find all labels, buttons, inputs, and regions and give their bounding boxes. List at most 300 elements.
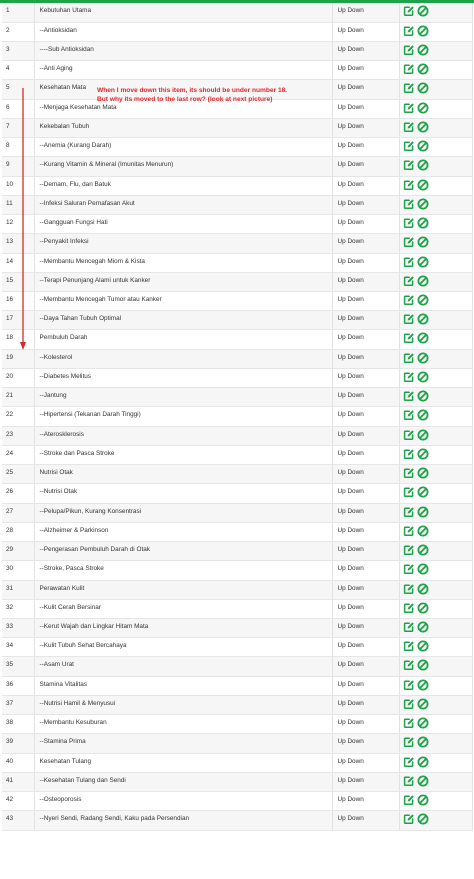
ban-icon[interactable] xyxy=(417,256,429,268)
table-row xyxy=(2,234,472,253)
row-actions xyxy=(399,580,472,599)
row-actions xyxy=(399,388,472,407)
up-down-controls[interactable]: Up Down xyxy=(332,61,399,80)
ban-icon[interactable] xyxy=(417,371,429,383)
ban-icon[interactable] xyxy=(417,236,429,248)
row-number: 2 xyxy=(2,22,34,41)
up-down-controls[interactable]: Up Down xyxy=(332,272,399,291)
row-number: 5 xyxy=(2,80,34,99)
category-name: --Kulit Cerah Bersinar xyxy=(34,599,332,618)
category-name: --Nutrisi Hamil & Menyusui xyxy=(34,695,332,714)
table-row xyxy=(2,61,472,80)
edit-icon[interactable] xyxy=(403,813,415,825)
table-row xyxy=(2,388,472,407)
ban-icon[interactable] xyxy=(417,198,429,210)
edit-icon[interactable] xyxy=(403,332,415,344)
category-name: --Menjaga Kesehatan Mata xyxy=(34,99,332,118)
category-name: Kesehatan Tulang xyxy=(34,753,332,772)
row-number: 27 xyxy=(2,503,34,522)
row-actions xyxy=(399,407,472,426)
edit-icon[interactable] xyxy=(403,409,415,421)
ban-icon[interactable] xyxy=(417,429,429,441)
row-actions xyxy=(399,292,472,311)
row-number: 32 xyxy=(2,599,34,618)
ban-icon[interactable] xyxy=(417,313,429,325)
row-actions xyxy=(399,99,472,118)
row-actions xyxy=(399,695,472,714)
ban-icon[interactable] xyxy=(417,121,429,133)
table-row xyxy=(2,195,472,214)
up-down-controls[interactable]: Up Down xyxy=(332,157,399,176)
category-name: --Stamina Prima xyxy=(34,734,332,753)
row-number: 4 xyxy=(2,61,34,80)
table-row xyxy=(2,3,472,22)
row-number: 33 xyxy=(2,619,34,638)
up-down-controls[interactable]: Up Down xyxy=(332,311,399,330)
category-name: --Osteoporosis xyxy=(34,792,332,811)
category-name: Pembuluh Darah xyxy=(34,330,332,349)
table-row xyxy=(2,330,472,349)
category-name: --Nyeri Sendi, Radang Sendi, Kaku pada Persendian xyxy=(34,811,332,830)
edit-icon[interactable] xyxy=(403,640,415,652)
category-name: --Antioksidan xyxy=(34,22,332,41)
ban-icon[interactable] xyxy=(417,179,429,191)
category-name: --Penyakit Infeksi xyxy=(34,234,332,253)
edit-icon[interactable] xyxy=(403,794,415,806)
table-row xyxy=(2,676,472,695)
row-actions xyxy=(399,753,472,772)
edit-icon[interactable] xyxy=(403,544,415,556)
row-actions xyxy=(399,195,472,214)
category-name: ----Sub Antioksidan xyxy=(34,41,332,60)
category-name: --Kolesterol xyxy=(34,349,332,368)
table-row xyxy=(2,619,472,638)
category-name: --Kulit Tubuh Sehat Bercahaya xyxy=(34,638,332,657)
ban-icon[interactable] xyxy=(417,140,429,152)
edit-icon[interactable] xyxy=(403,563,415,575)
table-row xyxy=(2,638,472,657)
row-number: 7 xyxy=(2,118,34,137)
edit-icon[interactable] xyxy=(403,236,415,248)
row-number: 37 xyxy=(2,695,34,714)
table-row xyxy=(2,580,472,599)
edit-icon[interactable] xyxy=(403,121,415,133)
row-actions xyxy=(399,484,472,503)
up-down-controls[interactable]: Up Down xyxy=(332,330,399,349)
edit-icon[interactable] xyxy=(403,179,415,191)
category-name: --Infeksi Saluran Pernafasan Akut xyxy=(34,195,332,214)
up-down-controls[interactable]: Up Down xyxy=(332,22,399,41)
edit-icon[interactable] xyxy=(403,63,415,75)
category-name: Perawatan Kulit xyxy=(34,580,332,599)
row-number: 36 xyxy=(2,676,34,695)
up-down-controls[interactable]: Up Down xyxy=(332,349,399,368)
up-down-controls[interactable]: Up Down xyxy=(332,619,399,638)
row-number: 23 xyxy=(2,426,34,445)
edit-icon[interactable] xyxy=(403,756,415,768)
ban-icon[interactable] xyxy=(417,698,429,710)
edit-icon[interactable] xyxy=(403,5,415,17)
row-actions xyxy=(399,619,472,638)
ban-icon[interactable] xyxy=(417,82,429,94)
up-down-controls[interactable]: Up Down xyxy=(332,215,399,234)
row-actions xyxy=(399,522,472,541)
row-actions xyxy=(399,734,472,753)
ban-icon[interactable] xyxy=(417,275,429,287)
category-name: --Pelupa/Pikun, Kurang Konsentrasi xyxy=(34,503,332,522)
category-name: --Membantu Mencegah Tumor atau Kanker xyxy=(34,292,332,311)
row-actions xyxy=(399,3,472,22)
table-row xyxy=(2,715,472,734)
table-row xyxy=(2,253,472,272)
ban-icon[interactable] xyxy=(417,294,429,306)
ban-icon[interactable] xyxy=(417,544,429,556)
table-row xyxy=(2,522,472,541)
row-number: 21 xyxy=(2,388,34,407)
edit-icon[interactable] xyxy=(403,82,415,94)
edit-icon[interactable] xyxy=(403,198,415,210)
ban-icon[interactable] xyxy=(417,775,429,787)
up-down-controls[interactable]: Up Down xyxy=(332,80,399,99)
table-row xyxy=(2,772,472,791)
row-number: 11 xyxy=(2,195,34,214)
annotation-line-1: When I move down this item, its should be under number 18. xyxy=(97,87,288,94)
up-down-controls[interactable]: Up Down xyxy=(332,542,399,561)
ban-icon[interactable] xyxy=(417,640,429,652)
up-down-controls[interactable]: Up Down xyxy=(332,753,399,772)
up-down-controls[interactable]: Up Down xyxy=(332,465,399,484)
move-arrow xyxy=(19,88,27,352)
edit-icon[interactable] xyxy=(403,486,415,498)
row-actions xyxy=(399,792,472,811)
table-row xyxy=(2,407,472,426)
table-row xyxy=(2,118,472,137)
up-down-controls[interactable]: Up Down xyxy=(332,253,399,272)
ban-icon[interactable] xyxy=(417,602,429,614)
table-row xyxy=(2,465,472,484)
edit-icon[interactable] xyxy=(403,294,415,306)
table-row xyxy=(2,503,472,522)
up-down-controls[interactable]: Up Down xyxy=(332,561,399,580)
ban-icon[interactable] xyxy=(417,813,429,825)
category-name: --Jantung xyxy=(34,388,332,407)
row-actions xyxy=(399,676,472,695)
table-row xyxy=(2,811,472,830)
edit-icon[interactable] xyxy=(403,371,415,383)
edit-icon[interactable] xyxy=(403,717,415,729)
row-number: 28 xyxy=(2,522,34,541)
up-down-controls[interactable]: Up Down xyxy=(332,426,399,445)
ban-icon[interactable] xyxy=(417,332,429,344)
table-row xyxy=(2,561,472,580)
edit-icon[interactable] xyxy=(403,256,415,268)
row-actions xyxy=(399,503,472,522)
category-name: --Kerut Wajah dan Lingkar Hitam Mata xyxy=(34,619,332,638)
edit-icon[interactable] xyxy=(403,659,415,671)
table-row xyxy=(2,792,472,811)
ban-icon[interactable] xyxy=(417,467,429,479)
category-name: --Demam, Flu, dan Batuk xyxy=(34,176,332,195)
row-actions xyxy=(399,368,472,387)
edit-icon[interactable] xyxy=(403,467,415,479)
up-down-controls[interactable]: Up Down xyxy=(332,484,399,503)
up-down-controls[interactable]: Up Down xyxy=(332,292,399,311)
ban-icon[interactable] xyxy=(417,63,429,75)
row-number: 26 xyxy=(2,484,34,503)
edit-icon[interactable] xyxy=(403,679,415,691)
row-actions xyxy=(399,61,472,80)
row-number: 8 xyxy=(2,138,34,157)
table-row xyxy=(2,695,472,714)
category-name: --Membantu Kesuburan xyxy=(34,715,332,734)
up-down-controls[interactable]: Up Down xyxy=(332,676,399,695)
up-down-controls[interactable]: Up Down xyxy=(332,792,399,811)
category-name: --Aterosklerosis xyxy=(34,426,332,445)
edit-icon[interactable] xyxy=(403,217,415,229)
ban-icon[interactable] xyxy=(417,679,429,691)
edit-icon[interactable] xyxy=(403,429,415,441)
up-down-controls[interactable]: Up Down xyxy=(332,734,399,753)
up-down-controls[interactable]: Up Down xyxy=(332,176,399,195)
category-table-container xyxy=(0,3,474,831)
category-name: --Terapi Penunjang Alami untuk Kanker xyxy=(34,272,332,291)
up-down-controls[interactable]: Up Down xyxy=(332,407,399,426)
ban-icon[interactable] xyxy=(417,217,429,229)
edit-icon[interactable] xyxy=(403,698,415,710)
category-table xyxy=(2,3,473,831)
category-name: Kebutuhan Utama xyxy=(34,3,332,22)
edit-icon[interactable] xyxy=(403,621,415,633)
row-number: 30 xyxy=(2,561,34,580)
row-actions xyxy=(399,41,472,60)
up-down-controls[interactable]: Up Down xyxy=(332,368,399,387)
row-actions xyxy=(399,657,472,676)
edit-icon[interactable] xyxy=(403,159,415,171)
ban-icon[interactable] xyxy=(417,5,429,17)
row-number: 38 xyxy=(2,715,34,734)
row-actions xyxy=(399,215,472,234)
row-actions xyxy=(399,426,472,445)
row-actions xyxy=(399,638,472,657)
up-down-controls[interactable]: Up Down xyxy=(332,3,399,22)
ban-icon[interactable] xyxy=(417,352,429,364)
annotation-note xyxy=(97,86,287,104)
row-actions xyxy=(399,176,472,195)
category-name: --Nutrisi Otak xyxy=(34,484,332,503)
row-actions xyxy=(399,272,472,291)
row-actions xyxy=(399,22,472,41)
edit-icon[interactable] xyxy=(403,313,415,325)
row-number: 6 xyxy=(2,99,34,118)
ban-icon[interactable] xyxy=(417,563,429,575)
row-number: 31 xyxy=(2,580,34,599)
table-row xyxy=(2,734,472,753)
table-row xyxy=(2,292,472,311)
up-down-controls[interactable]: Up Down xyxy=(332,522,399,541)
category-name: --Membantu Mencegah Miom & Kista xyxy=(34,253,332,272)
ban-icon[interactable] xyxy=(417,659,429,671)
edit-icon[interactable] xyxy=(403,140,415,152)
table-row xyxy=(2,657,472,676)
category-name: --Hipertensi (Tekanan Darah Tinggi) xyxy=(34,407,332,426)
up-down-controls[interactable]: Up Down xyxy=(332,99,399,118)
ban-icon[interactable] xyxy=(417,621,429,633)
up-down-controls[interactable]: Up Down xyxy=(332,388,399,407)
edit-icon[interactable] xyxy=(403,44,415,56)
category-table-body xyxy=(2,3,472,830)
up-down-controls[interactable]: Up Down xyxy=(332,657,399,676)
table-row xyxy=(2,311,472,330)
edit-icon[interactable] xyxy=(403,602,415,614)
row-actions xyxy=(399,542,472,561)
category-name: --Kesehatan Tulang dan Sendi xyxy=(34,772,332,791)
table-row xyxy=(2,41,472,60)
table-row xyxy=(2,157,472,176)
category-name: --Kurang Vitamin & Mineral (Imunitas Menurun) xyxy=(34,157,332,176)
row-number: 12 xyxy=(2,215,34,234)
row-number: 29 xyxy=(2,542,34,561)
up-down-controls[interactable]: Up Down xyxy=(332,445,399,464)
row-actions xyxy=(399,349,472,368)
row-actions xyxy=(399,811,472,830)
row-actions xyxy=(399,599,472,618)
up-down-controls[interactable]: Up Down xyxy=(332,715,399,734)
table-row xyxy=(2,542,472,561)
edit-icon[interactable] xyxy=(403,275,415,287)
row-number: 14 xyxy=(2,253,34,272)
ban-icon[interactable] xyxy=(417,25,429,37)
row-actions xyxy=(399,561,472,580)
row-actions xyxy=(399,234,472,253)
table-row xyxy=(2,349,472,368)
row-actions xyxy=(399,157,472,176)
edit-icon[interactable] xyxy=(403,352,415,364)
row-number: 18 xyxy=(2,330,34,349)
row-number: 13 xyxy=(2,234,34,253)
row-number: 10 xyxy=(2,176,34,195)
table-row xyxy=(2,272,472,291)
row-number: 42 xyxy=(2,792,34,811)
up-down-controls[interactable]: Up Down xyxy=(332,599,399,618)
ban-icon[interactable] xyxy=(417,409,429,421)
row-actions xyxy=(399,715,472,734)
row-actions xyxy=(399,311,472,330)
row-number: 20 xyxy=(2,368,34,387)
category-name: Nutrisi Otak xyxy=(34,465,332,484)
table-row xyxy=(2,426,472,445)
edit-icon[interactable] xyxy=(403,583,415,595)
edit-icon[interactable] xyxy=(403,775,415,787)
category-name: --Anemia (Kurang Darah) xyxy=(34,138,332,157)
ban-icon[interactable] xyxy=(417,448,429,460)
row-actions xyxy=(399,118,472,137)
row-number: 15 xyxy=(2,272,34,291)
ban-icon[interactable] xyxy=(417,102,429,114)
ban-icon[interactable] xyxy=(417,525,429,537)
edit-icon[interactable] xyxy=(403,506,415,518)
edit-icon[interactable] xyxy=(403,390,415,402)
ban-icon[interactable] xyxy=(417,756,429,768)
table-row xyxy=(2,445,472,464)
row-number: 43 xyxy=(2,811,34,830)
table-row xyxy=(2,138,472,157)
table-row xyxy=(2,368,472,387)
row-actions xyxy=(399,330,472,349)
edit-icon[interactable] xyxy=(403,448,415,460)
ban-icon[interactable] xyxy=(417,794,429,806)
row-number: 9 xyxy=(2,157,34,176)
category-name: --Gangguan Fungsi Hati xyxy=(34,215,332,234)
row-number: 1 xyxy=(2,3,34,22)
row-actions xyxy=(399,445,472,464)
ban-icon[interactable] xyxy=(417,486,429,498)
row-actions xyxy=(399,253,472,272)
category-name: --Asam Urat xyxy=(34,657,332,676)
up-down-controls[interactable]: Up Down xyxy=(332,234,399,253)
table-row xyxy=(2,753,472,772)
ban-icon[interactable] xyxy=(417,506,429,518)
category-name: --Diabetes Melitus xyxy=(34,368,332,387)
up-down-controls[interactable]: Up Down xyxy=(332,195,399,214)
category-name: --Anti Aging xyxy=(34,61,332,80)
table-row xyxy=(2,215,472,234)
row-number: 17 xyxy=(2,311,34,330)
row-number: 35 xyxy=(2,657,34,676)
row-number: 24 xyxy=(2,445,34,464)
up-down-controls[interactable]: Up Down xyxy=(332,811,399,830)
annotation-line-2: But why its moved to the last row? (look at next picture) xyxy=(97,96,273,103)
category-name: Kesehatan Mata xyxy=(34,80,332,99)
up-down-controls[interactable]: Up Down xyxy=(332,41,399,60)
ban-icon[interactable] xyxy=(417,717,429,729)
edit-icon[interactable] xyxy=(403,102,415,114)
category-name: Kekebalan Tubuh xyxy=(34,118,332,137)
ban-icon[interactable] xyxy=(417,44,429,56)
category-name: --Alzheimer & Parkinson xyxy=(34,522,332,541)
row-actions xyxy=(399,772,472,791)
category-name: --Daya Tahan Tubuh Optimal xyxy=(34,311,332,330)
up-down-controls[interactable]: Up Down xyxy=(332,638,399,657)
table-row xyxy=(2,484,472,503)
row-number: 19 xyxy=(2,349,34,368)
up-down-controls[interactable]: Up Down xyxy=(332,138,399,157)
category-name: --Stroke dan Pasca Stroke xyxy=(34,445,332,464)
edit-icon[interactable] xyxy=(403,525,415,537)
row-actions xyxy=(399,465,472,484)
row-number: 25 xyxy=(2,465,34,484)
category-name: --Pengerasan Pembuluh Darah di Otak xyxy=(34,542,332,561)
ban-icon[interactable] xyxy=(417,159,429,171)
ban-icon[interactable] xyxy=(417,390,429,402)
row-actions xyxy=(399,138,472,157)
row-number: 39 xyxy=(2,734,34,753)
edit-icon[interactable] xyxy=(403,736,415,748)
edit-icon[interactable] xyxy=(403,25,415,37)
ban-icon[interactable] xyxy=(417,583,429,595)
row-number: 16 xyxy=(2,292,34,311)
up-down-controls[interactable]: Up Down xyxy=(332,118,399,137)
up-down-controls[interactable]: Up Down xyxy=(332,772,399,791)
up-down-controls[interactable]: Up Down xyxy=(332,580,399,599)
up-down-controls[interactable]: Up Down xyxy=(332,695,399,714)
ban-icon[interactable] xyxy=(417,736,429,748)
row-number: 22 xyxy=(2,407,34,426)
category-name: --Stroke, Pasca Stroke xyxy=(34,561,332,580)
category-name: Stamina Vitalitas xyxy=(34,676,332,695)
row-actions xyxy=(399,80,472,99)
up-down-controls[interactable]: Up Down xyxy=(332,503,399,522)
row-number: 34 xyxy=(2,638,34,657)
